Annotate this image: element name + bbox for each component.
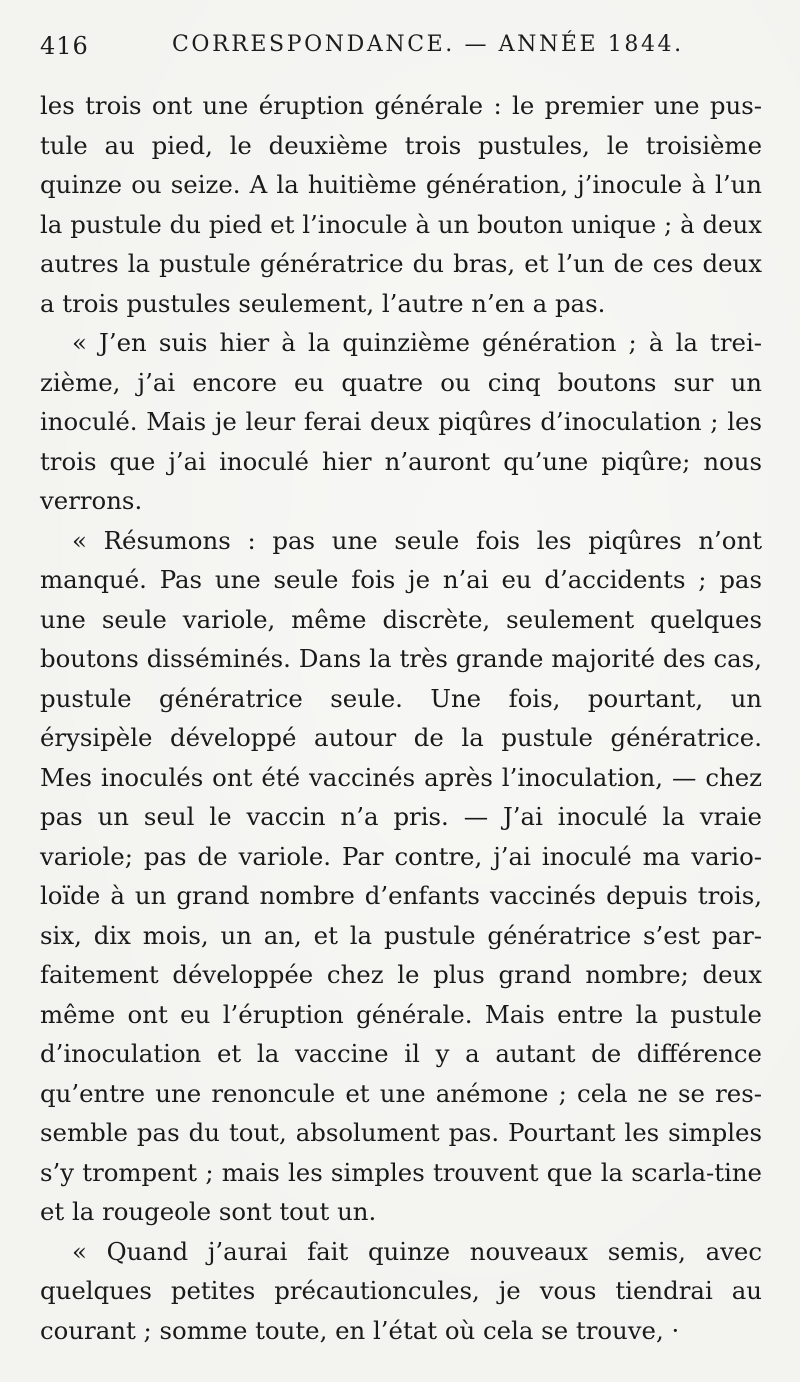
page-number: 416	[40, 32, 89, 60]
paragraph-3: « Résumons : pas une seule fois les piqûres n’ont manqué. Pas une seule fois je n’ai eu d’accidents ; pas une seule variole, même discrète, seulement quelques boutons disséminés. Dans la très grande majorité des cas, pustule génératrice seule. Une fois, pourtant, un érysipèle développé autour de la pustule génératrice. Mes inoculés ont été vaccinés après l’inoculation, — chez pas un seul le vaccin n’a pris. — J’ai inoculé la vraie variole; pas de variole. Par contre, j’ai inoculé ma vario-loïde à un grand nombre d’enfants vaccinés depuis trois, six, dix mois, un an, et la pustule génératrice s’est par-faitement développée chez le plus grand nombre; deux même ont eu l’éruption générale. Mais entre la pustule d’inoculation et la vaccine il y a autant de différence qu’entre une renoncule et une anémone ; cela ne se res-semble pas du tout, absolument pas. Pourtant les simples s’y trompent ; mais les simples trouvent que la scarla-tine et la rougeole sont tout un.	[40, 525, 762, 1226]
paragraph-1: les trois ont une éruption générale : le premier une pus-tule au pied, le deuxième trois pustules, le troisième quinze ou seize. A la huitième génération, j’inocule à l’un la pustule du pied et l’inocule à un bouton unique ; à deux autres la pustule génératrice du bras, et l’un de ces deux a trois pustules seulement, l’autre n’en a pas.	[40, 91, 762, 318]
paragraph-2: « J’en suis hier à la quinzième génération ; à la trei-zième, j’ai encore eu quatre ou cinq boutons sur un inoculé. Mais je leur ferai deux piqûres d’inoculation ; les trois que j’ai inoculé hier n’auront qu’une piqûre; nous verrons.	[40, 328, 762, 515]
paragraph-4: « Quand j’aurai fait quinze nouveaux semis, avec quelques petites précautioncules, je vous tiendrai au courant ; somme toute, en l’état où cela se trouve, ·	[40, 1236, 762, 1345]
body-text	[40, 86, 762, 1350]
page-header	[40, 32, 760, 72]
running-head: CORRESPONDANCE. — ANNÉE 1844.	[172, 32, 684, 57]
